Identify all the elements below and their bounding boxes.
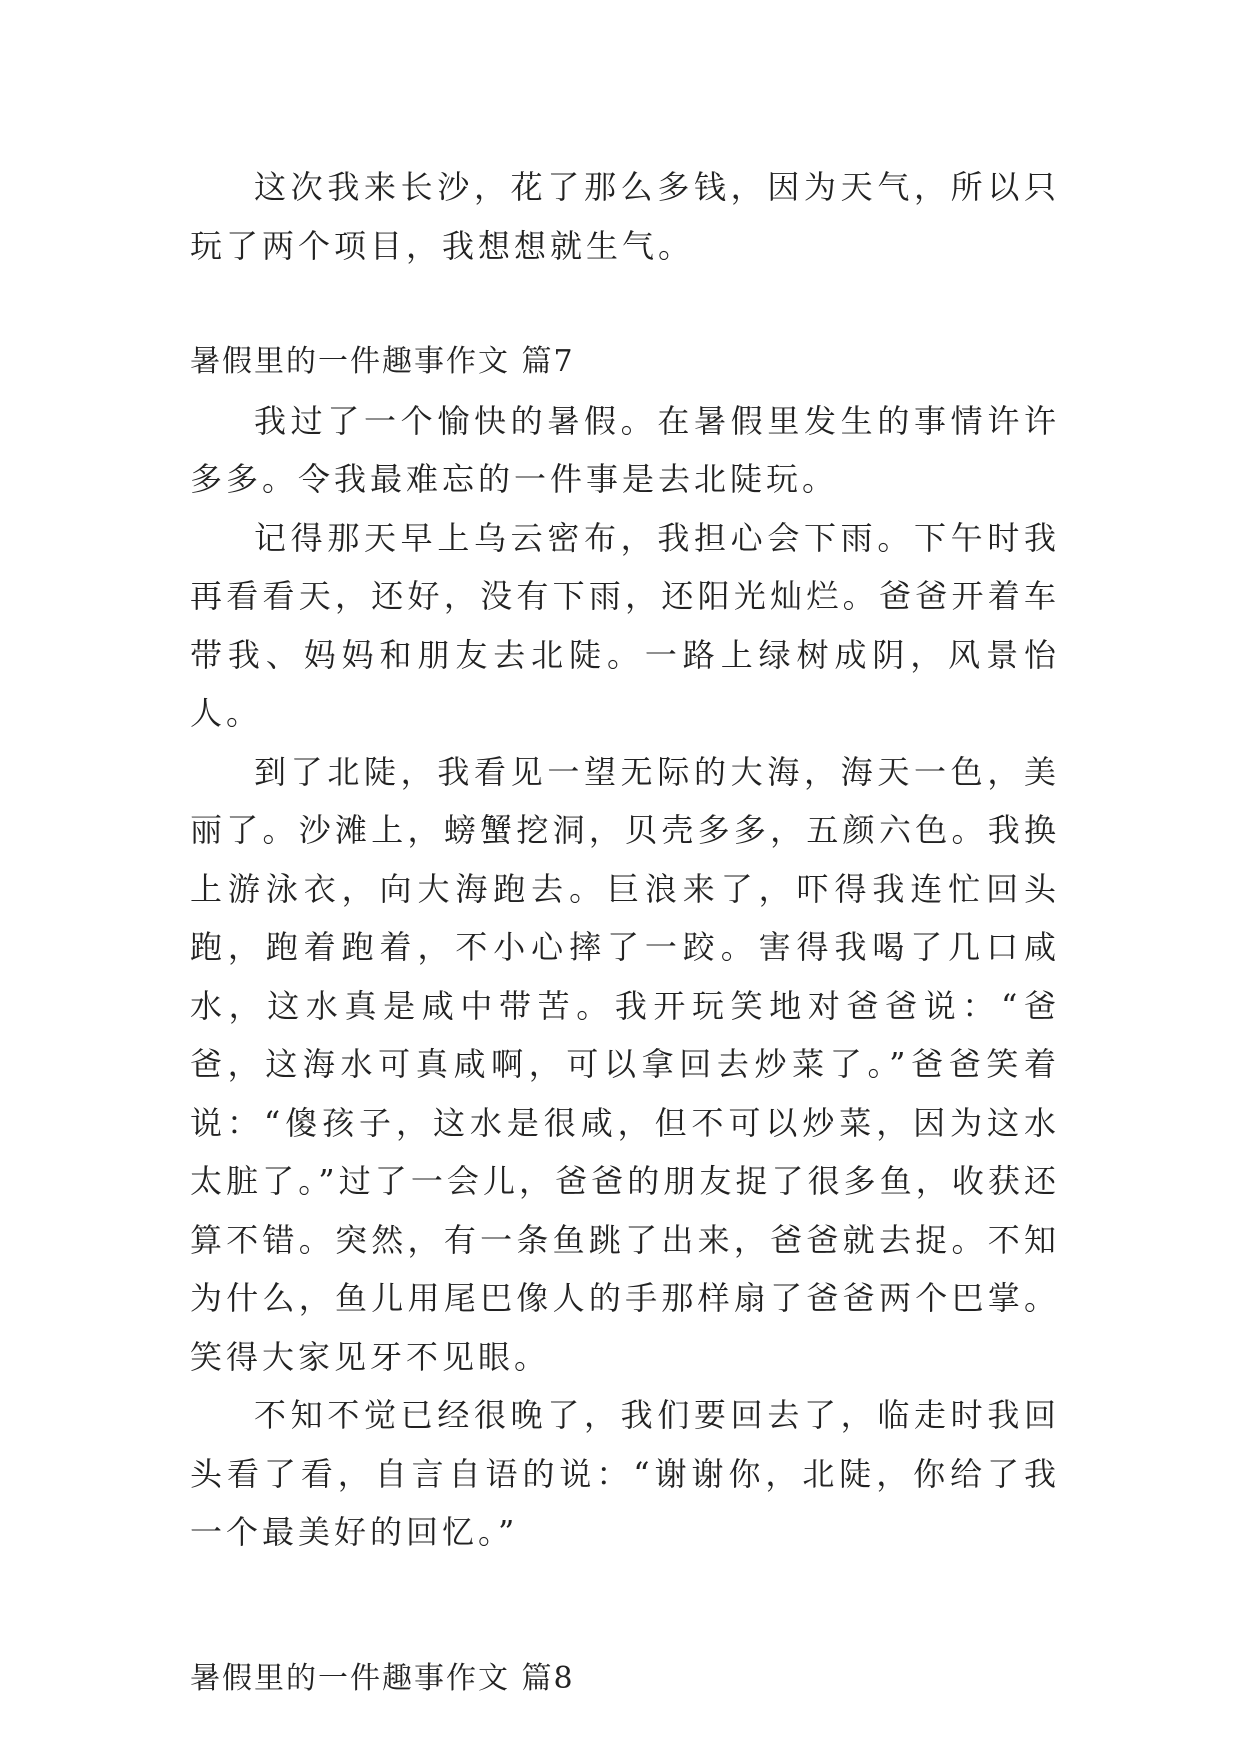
section-7-paragraph-3: 到了北陡，我看见一望无际的大海，海天一色，美丽了。沙滩上，螃蟹挖洞，贝壳多多，五颜六色。我换上游泳衣，向大海跑去。巨浪来了，吓得我连忙回头跑，跑着跑着，不小心摔了一跤。害得我喝了几口咸水，这水真是咸中带苦。我开玩笑地对爸爸说：“爸爸，这海水可真咸啊，可以拿回去炒菜了。”爸爸笑着说：“傻孩子，这水是很咸，但不可以炒菜，因为这水太脏了。”过了一会儿，爸爸的朋友捉了很多鱼，收获还算不错。突然，有一条鱼跳了出来，爸爸就去捉。不知为什么，鱼儿用尾巴像人的手那样扇了爸爸两个巴掌。笑得大家见牙不见眼。: [190, 752, 1060, 1376]
section-spacer: [190, 275, 1060, 333]
section-7-paragraph-2: 记得那天早上乌云密布，我担心会下雨。下午时我再看看天，还好，没有下雨，还阳光灿烂。爸爸开着车带我、妈妈和朋友去北陡。一路上绿树成阴，风景怡人。: [190, 518, 1060, 732]
section-spacer: [190, 1562, 1060, 1650]
section-7-paragraph-1: 我过了一个愉快的暑假。在暑假里发生的事情许许多多。令我最难忘的一件事是去北陡玩。: [190, 401, 1060, 498]
section-8-heading: 暑假里的一件趣事作文 篇8: [190, 1660, 575, 1696]
intro-paragraph: 这次我来长沙，花了那么多钱，因为天气，所以只玩了两个项目，我想想就生气。: [190, 168, 1060, 265]
section-7-heading: 暑假里的一件趣事作文 篇7: [190, 344, 575, 379]
section-7-paragraph-4: 不知不觉已经很晚了，我们要回去了，临走时我回头看了看，自言自语的说：“谢谢你，北陡，你给了我一个最美好的回忆。”: [190, 1396, 1060, 1551]
document-body: [190, 158, 1060, 1708]
